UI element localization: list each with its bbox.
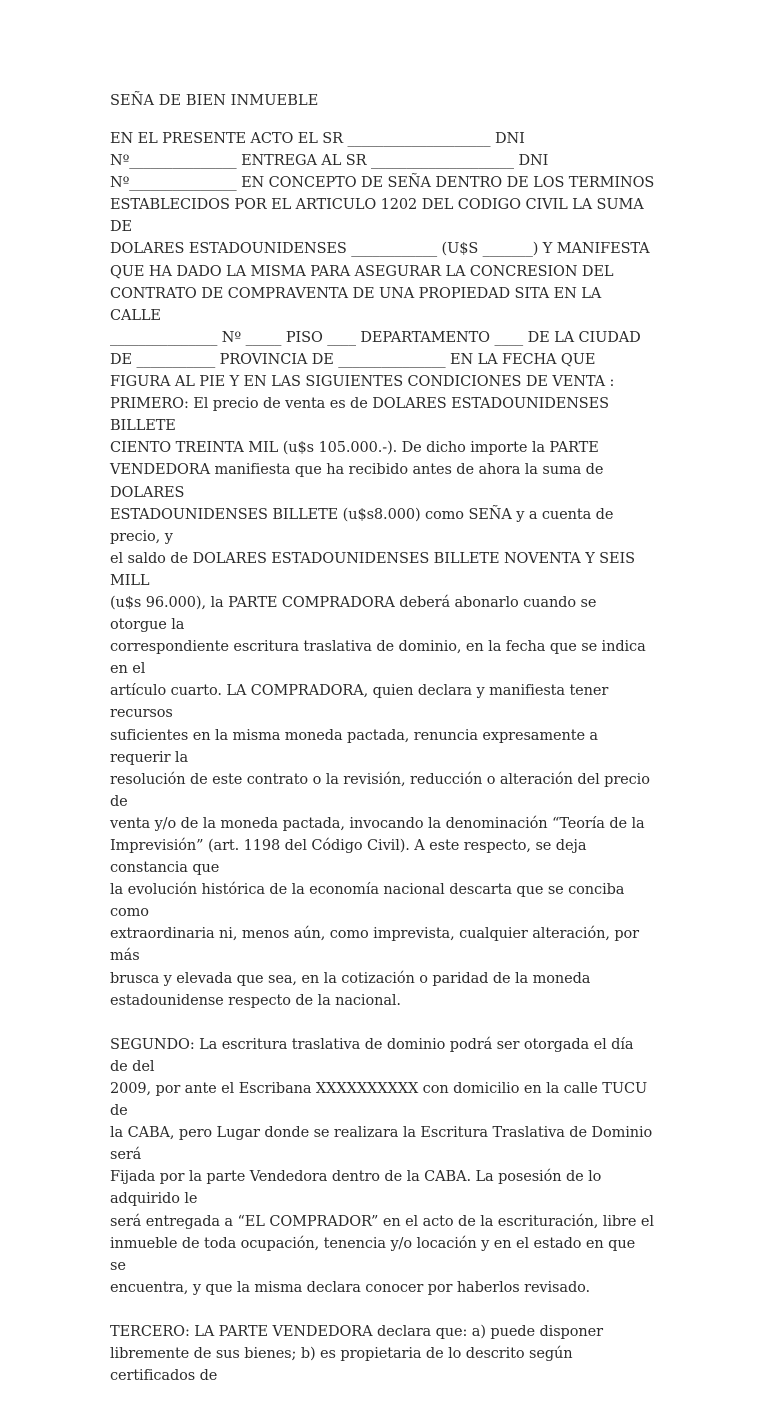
paragraph-tercero: TERCERO: LA PARTE VENDEDORA declara que: a) puede disponer libremente de sus bienes; b) es propietaria de lo descrito según certificados de: [110, 1323, 603, 1385]
document-title: SEÑA DE BIEN INMUEBLE: [110, 93, 319, 109]
paragraph-primero: EN EL PRESENTE ACTO EL SR ____________________ DNI Nº_______________ ENTREGA AL SR ____________________ DNI Nº_______________ EN CONCEPTO DE SEÑA DENTRO DE LOS TERMINOS ESTABLECIDOS POR EL ARTICULO 1202 DEL CODIGO CIVIL LA SUMA DE DOLARES ESTADOUNIDENSES ____________ (U$S _______) Y MANIFESTA QUE HA DADO LA MISMA PARA ASEGURAR LA CONCRESION DEL CONTRATO DE COMPRAVENTA DE UNA PROPIEDAD SITA EN LA CALLE _______________ Nº _____ PISO ____ DEPARTAMENTO ____ DE LA CIUDAD DE ___________ PROVINCIA DE _______________ EN LA FECHA QUE FIGURA AL PIE Y EN LAS SIGUIENTES CONDICIONES DE VENTA : PRIMERO: El precio de venta es de DOLARES ESTADOUNIDENSES BILLETE CIENTO TREINTA MIL (u$s 105.000.-). De dicho importe la PARTE VENDEDORA manifiesta que ha recibido antes de ahora la suma de DOLARES ESTADOUNIDENSES BILLETE (u$s8.000) como SEÑA y a cuenta de precio, y el saldo de DOLARES ESTADOUNIDENSES BILLETE NOVENTA Y SEIS MILL (u$s 96.000), la PARTE COMPRADORA deberá abonarlo cuando se otorgue la correspondiente escritura traslativa de dominio, en la fecha que se indica en el artículo cuarto. LA COMPRADORA, quien declara y manifiesta tener recursos suficientes en la misma moneda pactada, renuncia expresamente a requerir la resolución de este contrato o la revisión, reducción o alteración del precio de venta y/o de la moneda pactada, invocando la denominación “Teoría de la Imprevisión” (art. 1198 del Código Civil). A este respecto, se deja constancia que la evolución histórica de la economía nacional descarta que se conciba como extraordinaria ni, menos aún, como imprevista, cualquier alteración, por más brusca y elevada que sea, en la cotización o paridad de la moneda estadounidense respecto de la nacional.: [110, 131, 655, 1009]
paragraph-segundo: SEGUNDO: La escritura traslativa de dominio podrá ser otorgada el día de del 2009, por ante el Escribana XXXXXXXXXX con domicilio en la calle TUCU de la CABA, pero Lugar donde se realizara la Escritura Traslativa de Dominio será Fijada por la parte Vendedora dentro de la CABA. La posesión de lo adquirido le será entregada a “EL COMPRADOR” en el acto de la escrituración, libre el inmueble de toda ocupación, tenencia y/o locación y en el estado en que se encuentra, y que la misma declara conocer por haberlos revisado.: [110, 1036, 654, 1296]
document-page: [110, 90, 655, 1409]
